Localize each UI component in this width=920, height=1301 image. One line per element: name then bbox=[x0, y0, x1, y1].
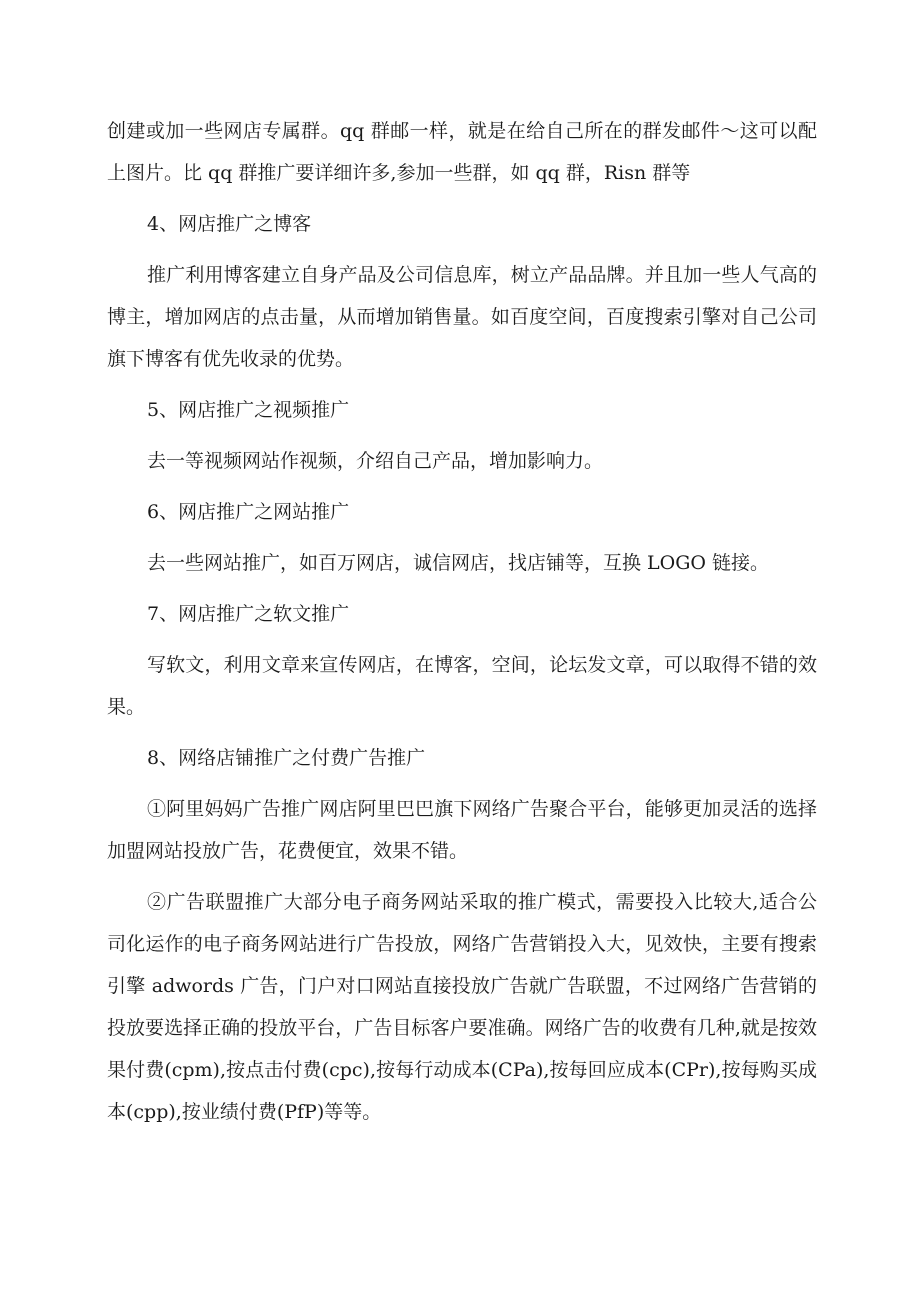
paragraph-blog: 推广利用博客建立自身产品及公司信息库，树立产品品牌。并且加一些人气高的博主，增加网店的点击量，从而增加销售量。如百度空间，百度搜索引擎对自己公司旗下博客有优先收录的优势。 bbox=[107, 264, 817, 370]
heading-website: 6、网店推广之网站推广 bbox=[147, 501, 350, 523]
heading-blog: 4、网店推广之博客 bbox=[147, 213, 312, 235]
heading-soft-article: 7、网店推广之软文推广 bbox=[147, 603, 350, 625]
heading-video: 5、网店推广之视频推广 bbox=[147, 399, 350, 421]
paragraph-alimama: ①阿里妈妈广告推广网店阿里巴巴旗下网络广告聚合平台，能够更加灵活的选择加盟网站投放广告，花费便宜，效果不错。 bbox=[107, 798, 817, 862]
paragraph-video: 去一等视频网站作视频，介绍自己产品，增加影响力。 bbox=[147, 450, 604, 472]
paragraph-website: 去一些网站推广，如百万网店，诚信网店，找店铺等，互换 LOGO 链接。 bbox=[147, 552, 770, 574]
document-body bbox=[107, 110, 817, 1142]
paragraph-qq-group: 创建或加一些网店专属群。qq 群邮一样，就是在给自己所在的群发邮件～这可以配上图片。比 qq 群推广要详细许多,参加一些群，如 qq 群，Risn 群等 bbox=[107, 120, 817, 184]
paragraph-soft-article: 写软文，利用文章来宣传网店，在博客，空间，论坛发文章，可以取得不错的效果。 bbox=[107, 654, 817, 718]
paragraph-ad-alliance: ②广告联盟推广大部分电子商务网站采取的推广模式，需要投入比较大,适合公司化运作的电子商务网站进行广告投放，网络广告营销投入大，见效快，主要有搜索引擎 adwords 广告，门户对口网站直接投放广告就广告联盟，不过网络广告营销的投放要选择正确的投放平台，广告目标客户要准确。网络广告的收费有几种,就是按效果付费(cpm),按点击付费(cpc),按每行动成本(CPa),按每回应成本(CPr),按每购买成本(cpp),按业绩付费(PfP)等等。 bbox=[107, 891, 817, 1123]
heading-paid-ads: 8、网络店铺推广之付费广告推广 bbox=[147, 747, 426, 769]
